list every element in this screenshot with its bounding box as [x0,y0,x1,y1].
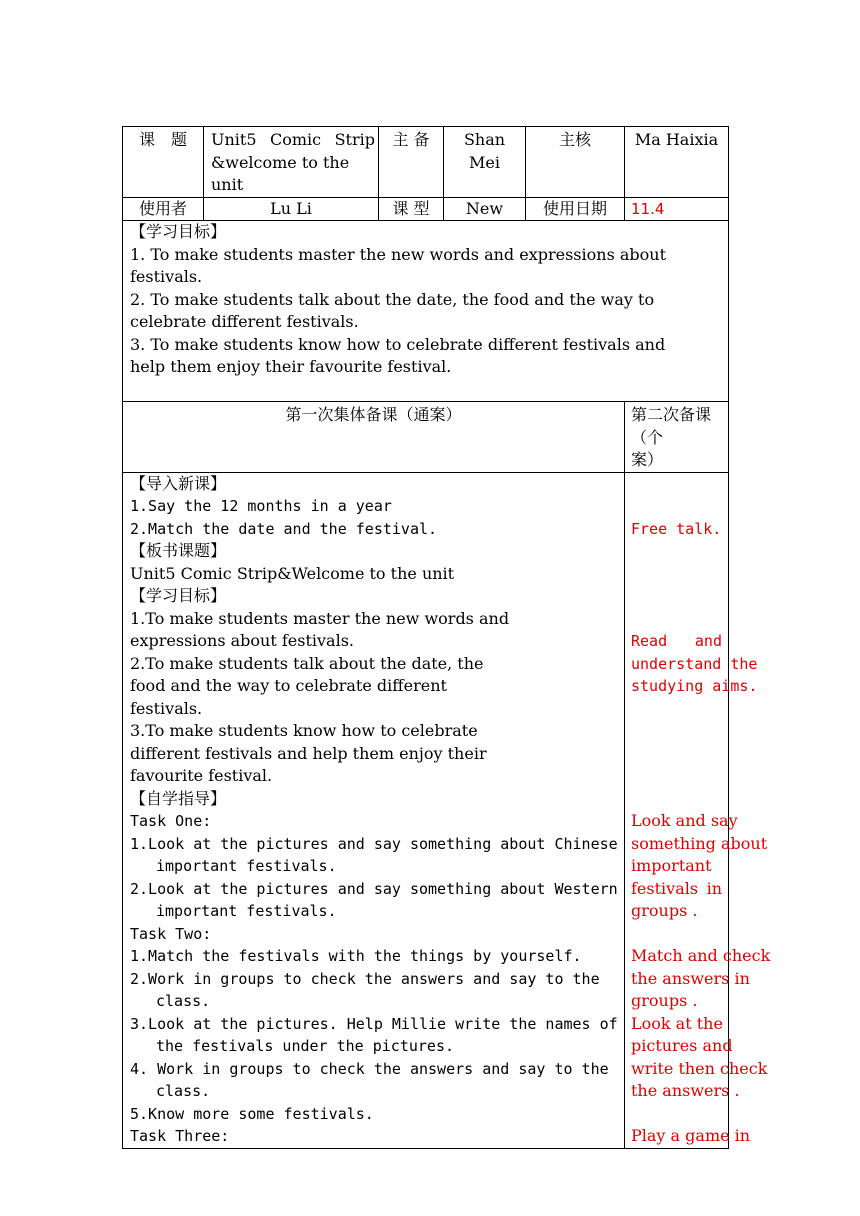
pictures-note: Look at the [631,1013,723,1033]
date-label: 使用日期 [542,198,607,218]
goals-line: festivals. [130,267,203,286]
reviewer-value-cell [625,127,729,198]
read-note: understand the [631,654,758,673]
main-prep-label-cell [379,127,444,198]
first-prep-header: 第一次集体备课（通案） [285,405,462,424]
look-note: Look and say [631,811,738,830]
topic-value-cell [204,127,379,198]
header-row-2 [123,197,729,221]
free-talk-note: Free talk. [631,519,722,538]
pictures-note: the answers . [631,1081,740,1100]
reviewer-value: Ma Haixia [634,130,719,149]
main-prep-label: 主 备 [392,130,430,149]
goals-line: 2. To make students talk about the date, the food and the way to [130,289,655,309]
look-note: important [631,856,712,875]
board-title: Unit5 Comic Strip&Welcome to the unit [130,563,455,583]
intro-heading: 【导入新课】 [130,473,227,493]
goals-heading: 【学习目标】 [130,222,227,241]
pictures-note: pictures and [631,1036,733,1055]
aims-line: expressions about festivals. [130,631,354,650]
task-item: 2.Look at the pictures and say something about Western [130,879,618,898]
task-item-cont: the festivals under the pictures. [156,1037,455,1055]
user-value: Lu Li [270,198,312,218]
intro-item: 2.Match the date and the festival. [130,519,438,538]
aims-line: favourite festival. [130,766,273,785]
user-label-cell [123,197,204,221]
topic-value-line-2: &welcome to the unit [211,152,350,194]
date-value-cell [625,197,729,221]
lesson-plan-table [122,126,771,1149]
lesson-type-value: New [465,198,504,218]
goals-line: celebrate different festivals. [130,312,359,331]
topic-value-line-1: Unit5 Comic Strip [211,130,375,149]
task-item: 1.Look at the pictures and say something about Chinese [130,834,618,853]
main-prep-value-line-1: Shan [463,130,506,149]
main-prep-value-cell [444,127,526,198]
goals-cell [123,221,729,402]
aims-line: 2.To make students talk about the date, the [130,653,484,673]
task-item: 1.Match the festivals with the things by yourself. [130,947,582,965]
goals-line: 1. To make students master the new words and expressions about [130,244,667,264]
task-item-cont: important festivals. [156,902,337,920]
task-three-title: Task Three: [130,1127,230,1145]
first-prep-body [123,472,625,1148]
task-one-title: Task One: [130,812,212,830]
match-note: Match and check [631,946,771,965]
reviewer-label: 主核 [558,130,591,149]
read-note: Read and [631,632,722,650]
goals-line: 3. To make students know how to celebrate different festivals and [130,334,666,354]
pictures-note: write then check [631,1058,768,1078]
user-label: 使用者 [138,198,187,218]
body-row [123,472,729,1148]
lesson-type-value-cell [444,197,526,221]
topic-label-cell [123,127,204,198]
look-note: festivals in [631,878,722,898]
date-value: 11.4 [631,199,665,218]
first-prep-header-cell [123,402,625,473]
aims-line: different festivals and help them enjoy their [130,743,487,763]
intro-item: 1.Say the 12 months in a year [130,497,392,515]
task-two-title: Task Two: [130,924,212,943]
task-item: 5.Know more some festivals. [130,1104,374,1123]
user-value-cell [204,197,379,221]
goals-row [123,221,729,402]
main-prep-value-line-2: Mei [469,152,500,172]
second-prep-header-cell [625,402,729,473]
aims-line: 1.To make students master the new words and [130,608,510,628]
task-item: 4. Work in groups to check the answers and say to the [130,1059,609,1078]
look-note: groups . [631,901,698,920]
aims-heading: 【学习目标】 [130,586,227,605]
read-note: studying aims. [631,677,758,695]
reviewer-label-cell [526,127,625,198]
board-heading: 【板书课题】 [130,541,227,560]
lesson-type-label: 课 型 [392,198,430,218]
task-item-cont: class. [156,1082,211,1100]
guide-heading: 【自学指导】 [130,788,227,808]
column-header-row [123,402,729,473]
look-note: something about [631,833,768,853]
task-item: 2.Work in groups to check the answers and say to the [130,969,600,988]
match-note: groups . [631,991,698,1010]
second-prep-header-line-2: 案） [631,450,664,469]
second-prep-body [625,472,771,1148]
game-note: Play a game in [631,1126,751,1145]
aims-line: festivals. [130,698,203,718]
second-prep-header-line-1: 第二次备课（个 [631,405,712,447]
date-label-cell [526,197,625,221]
aims-line: 3.To make students know how to celebrate [130,721,478,740]
lesson-type-label-cell [379,197,444,221]
goals-line: help them enjoy their favourite festival. [130,357,452,376]
match-note: the answers in [631,968,750,988]
aims-line: food and the way to celebrate different [130,676,447,695]
task-item-cont: important festivals. [156,857,337,875]
task-item-cont: class. [156,992,211,1010]
task-item: 3.Look at the pictures. Help Millie write the names of [130,1014,618,1033]
topic-label: 课 题 [138,130,187,149]
header-row-1 [123,127,729,198]
